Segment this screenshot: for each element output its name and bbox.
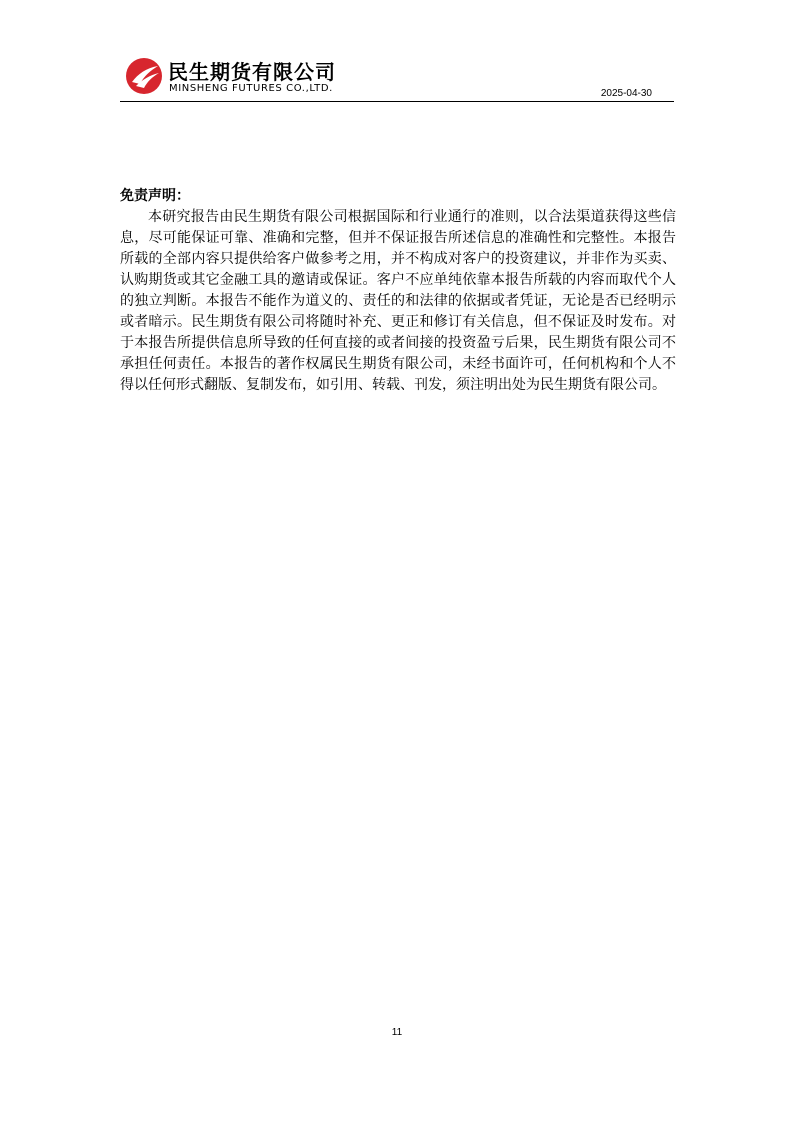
disclaimer-section xyxy=(120,186,676,396)
report-date: 2025-04-30 xyxy=(600,88,652,99)
page-header xyxy=(120,54,674,102)
company-name-cn: 民生期货有限公司 xyxy=(168,60,336,84)
minsheng-logo-icon xyxy=(124,56,164,96)
company-name-en: MINSHENG FUTURES CO.,LTD. xyxy=(169,83,333,94)
header-divider xyxy=(120,101,674,102)
disclaimer-title: 免责声明： xyxy=(120,188,190,204)
page-number: 11 xyxy=(391,1027,403,1038)
disclaimer-body: 本研究报告由民生期货有限公司根据国际和行业通行的准则，以合法渠道获得这些信息，尽可能保证可靠、准确和完整，但并不保证报告所述信息的准确性和完整性。本报告所载的全部内容只提供给客户做参考之用，并不构成对客户的投资建议，并非作为买卖、认购期货或其它金融工具的邀请或保证。客户不应单纯依靠本报告所载的内容而取代个人的独立判断。本报告不能作为道义的、责任的和法律的依据或者凭证，无论是否已经明示或者暗示。民生期货有限公司将随时补充、更正和修订有关信息，但不保证及时发布。对于本报告所提供信息所导致的任何直接的或者间接的投资盈亏后果，民生期货有限公司不承担任何责任。本报告的著作权属民生期货有限公司，未经书面许可，任何机构和个人不得以任何形式翻版、复制发布，如引用、转载、刊发，须注明出处为民生期货有限公司。 xyxy=(120,209,676,393)
